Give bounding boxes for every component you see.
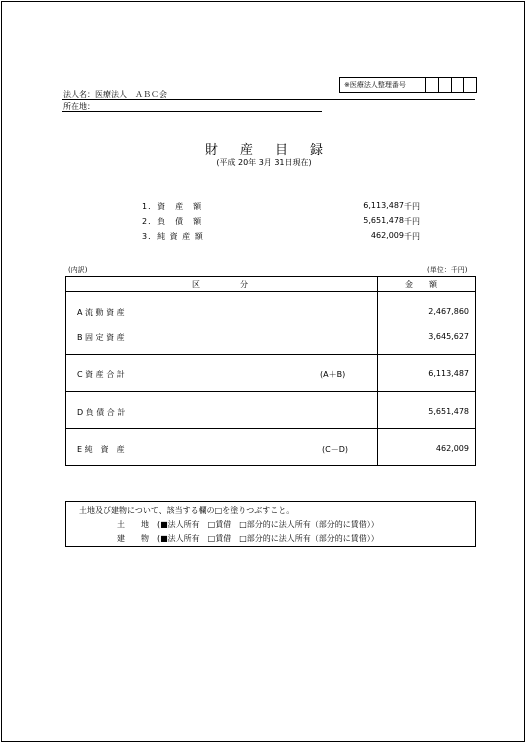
registration-number-label: ※医療法人整理番号 — [340, 78, 426, 92]
summary-row-net-assets — [142, 231, 442, 243]
row-amount: 5,651,478 — [428, 407, 469, 416]
summary-label: 2．負 債 額 — [142, 217, 203, 226]
land-building-instruction: 土地及び建物について、該当する欄の□を塗りつぶすこと。 — [79, 506, 295, 515]
document-date: (平成 20年 3月 31日現在) — [216, 158, 312, 167]
summary-label: 3．純 資 産 額 — [142, 232, 204, 241]
asset-table — [65, 276, 476, 466]
address-label: 所在地： — [63, 102, 95, 111]
row-name: E 純 資 産 — [77, 445, 125, 454]
corporation-name-underline — [62, 99, 475, 100]
details-label: (内訳) — [68, 266, 88, 274]
row-name: D 負 債 合 計 — [77, 408, 126, 417]
table-header-category: 区 分 — [192, 280, 248, 289]
registration-number-cell — [439, 78, 452, 92]
row-name: C 資 産 合 計 — [77, 370, 125, 379]
row-amount: 462,009 — [435, 444, 469, 453]
row-note: (A＋B) — [320, 370, 346, 379]
summary-row-assets — [142, 201, 442, 213]
summary-unit: 千円 — [404, 217, 420, 226]
registration-number-cell — [452, 78, 465, 92]
summary-value: 5,651,478 — [363, 216, 404, 225]
table-header-amount: 金 額 — [405, 280, 437, 289]
address-underline — [62, 111, 322, 112]
table-row-divider — [66, 428, 475, 429]
table-column-divider — [377, 277, 378, 465]
registration-number-box — [339, 77, 477, 93]
row-amount: 6,113,487 — [428, 369, 469, 378]
row-name: B 固 定 資 産 — [77, 333, 125, 342]
document-title: 財産目録 — [204, 143, 345, 158]
row-note: (C－D) — [322, 445, 348, 454]
summary-unit: 千円 — [404, 202, 420, 211]
row-name: A 流 動 資 産 — [77, 308, 125, 317]
document-page — [1, 1, 525, 742]
table-row-divider — [66, 354, 475, 355]
summary-unit: 千円 — [404, 232, 420, 241]
land-building-box — [65, 501, 476, 547]
table-header-divider — [66, 291, 475, 292]
row-amount: 2,467,860 — [428, 307, 469, 316]
summary-value: 6,113,487 — [363, 201, 404, 210]
corporation-name: 法人名：医療法人 ＡＢＣ会 — [63, 90, 167, 99]
land-ownership-row: 土 地 (■法人所有 □賃借 □部分的に法人所有（部分的に賃借）） — [117, 520, 379, 529]
unit-label: (単位：千円) — [427, 266, 468, 274]
summary-label: 1．資 産 額 — [142, 202, 203, 211]
registration-number-cell — [426, 78, 439, 92]
summary-row-liabilities — [142, 216, 442, 228]
building-ownership-row: 建 物 (■法人所有 □賃借 □部分的に法人所有（部分的に賃借）） — [117, 534, 379, 543]
table-row-divider — [66, 391, 475, 392]
registration-number-cell — [464, 78, 476, 92]
row-amount: 3,645,627 — [428, 332, 469, 341]
summary-value: 462,009 — [370, 231, 404, 240]
